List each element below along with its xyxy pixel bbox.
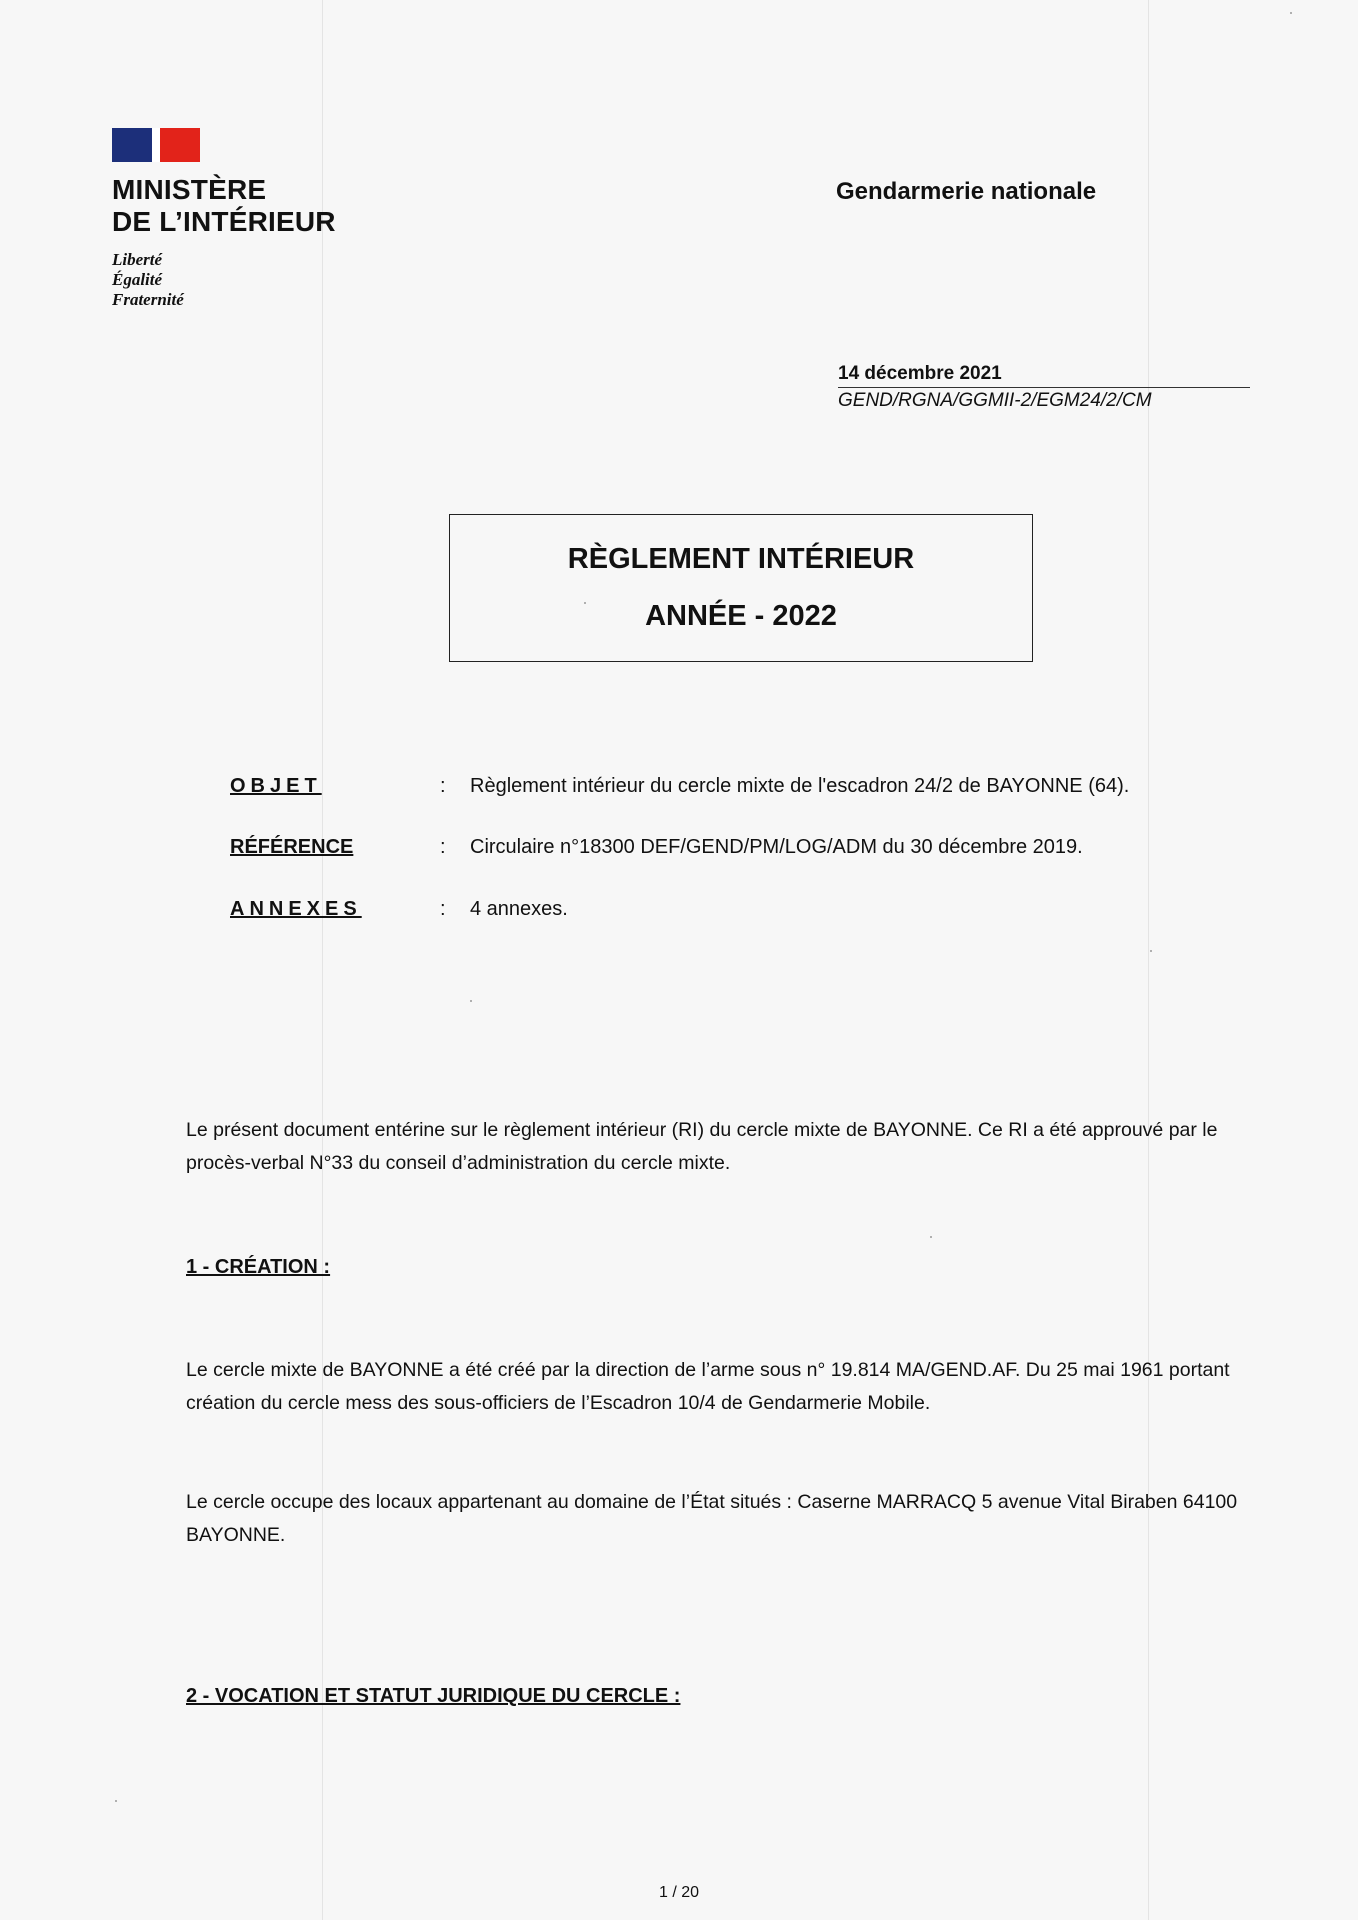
section-1-heading: 1 - CRÉATION : (186, 1256, 331, 1278)
motto-fraternite: Fraternité (112, 290, 184, 309)
motto-egalite: Égalité (112, 270, 163, 289)
field-reference (230, 836, 1083, 859)
ministry-name-line1: MINISTÈRE (112, 174, 267, 205)
scan-speck (930, 1236, 932, 1238)
intro-paragraph: Le présent document entérine sur le règlement intérieur (RI) du cercle mixte de BAYONNE. Ce RI a été approuvé par le procès-verbal N°33 du conseil d’administration du cercle mixte. (186, 1119, 1218, 1174)
document-title-box (449, 514, 1033, 662)
date-reference-block (838, 363, 1250, 412)
document-title: RÈGLEMENT INTÉRIEUR (567, 543, 915, 575)
scan-speck (1150, 950, 1152, 952)
document-reference: GEND/RGNA/GGMII-2/EGM24/2/CM (838, 390, 1152, 411)
ministry-logo (112, 128, 336, 310)
field-value: 4 annexes. (470, 898, 568, 920)
field-label: RÉFÉRENCE (230, 836, 354, 858)
field-colon: : (440, 898, 446, 920)
field-colon: : (440, 775, 446, 797)
field-label: OBJET (230, 775, 322, 797)
document-date: 14 décembre 2021 (838, 363, 1002, 384)
republic-motto (112, 250, 336, 310)
section-1-paragraph-2: Le cercle occupe des locaux appartenant au domaine de l’État situés : Caserne MARRACQ 5 avenue Vital Biraben 64100 BAYONNE. (186, 1491, 1238, 1546)
marianne-flag-icon (112, 128, 200, 162)
date-divider (838, 387, 1250, 388)
section-1-paragraph-1: Le cercle mixte de BAYONNE a été créé par la direction de l’arme sous n° 19.814 MA/GEND.AF. Du 25 mai 1961 portant création du cercle mess des sous-officiers de l’Escadron 10/4 de Gendarmerie Mobile. (186, 1359, 1230, 1414)
scan-artifact-line (1148, 0, 1149, 1920)
scan-speck (470, 1000, 472, 1002)
service-name: Gendarmerie nationale (836, 178, 1097, 205)
field-objet (230, 775, 1129, 798)
scan-speck (115, 1800, 117, 1802)
motto-liberte: Liberté (112, 250, 163, 269)
page-number: 1 / 20 (658, 1884, 700, 1901)
field-value: Règlement intérieur du cercle mixte de l'escadron 24/2 de BAYONNE (64). (470, 775, 1130, 797)
ministry-name (112, 174, 336, 238)
field-colon: : (440, 836, 446, 858)
section-2-heading: 2 - VOCATION ET STATUT JURIDIQUE DU CERCLE : (186, 1685, 681, 1707)
field-value: Circulaire n°18300 DEF/GEND/PM/LOG/ADM du 30 décembre 2019. (470, 836, 1083, 858)
scan-speck (1290, 12, 1292, 14)
ministry-name-line2: DE L’INTÉRIEUR (112, 206, 336, 237)
field-annexes (230, 898, 568, 921)
field-label: ANNEXES (230, 898, 362, 920)
document-year: ANNÉE - 2022 (645, 600, 837, 632)
scan-speck (584, 602, 586, 604)
